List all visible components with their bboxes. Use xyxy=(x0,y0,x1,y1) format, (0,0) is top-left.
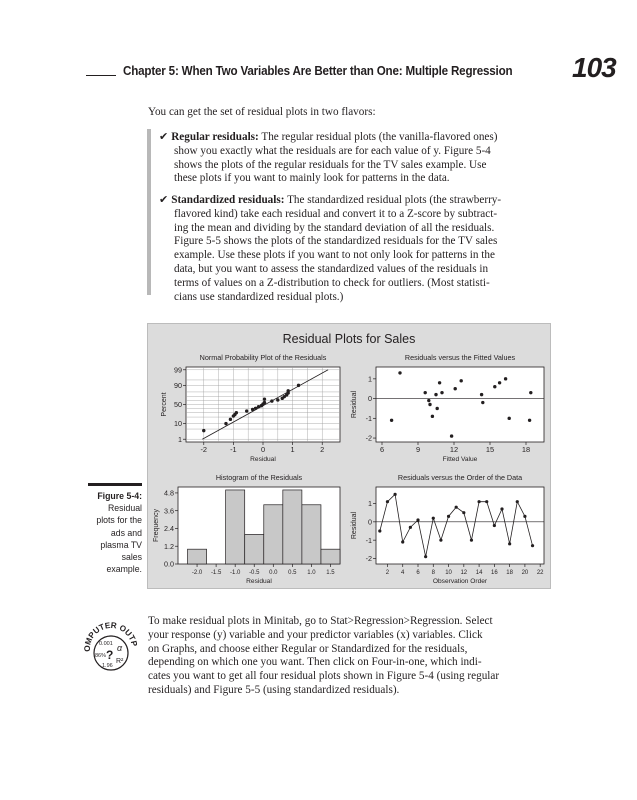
bullet-line xyxy=(159,193,549,208)
data-point xyxy=(438,381,441,384)
y-axis-label: Residual xyxy=(351,511,358,540)
paragraph-line: depending on which one you want. Then click on Four-in-one, which indi- xyxy=(148,656,482,669)
data-point xyxy=(450,434,453,437)
x-tick-label: 0.0 xyxy=(269,570,278,576)
data-point xyxy=(270,399,273,402)
x-tick-label: 0 xyxy=(260,445,266,454)
x-tick-label: -2 xyxy=(200,445,208,454)
bullet-line: Figure 5-5 shows the plots of the standardized residuals for the TV sales xyxy=(174,235,498,248)
data-point xyxy=(416,518,419,521)
paragraph-line: cates you want to get all four residual plots shown in Figure 5-4 (using regular xyxy=(148,670,500,683)
icon-symbol: 0.001 xyxy=(99,641,113,647)
y-tick-label: 0 xyxy=(368,394,372,404)
bullet-sidebar xyxy=(147,129,151,295)
histogram-bar xyxy=(226,490,245,564)
icon-symbol: α xyxy=(117,643,123,653)
data-point xyxy=(386,500,389,503)
data-point xyxy=(427,399,430,402)
y-axis-label: Frequency xyxy=(153,508,160,543)
figure-caption-rule xyxy=(88,483,142,486)
data-point xyxy=(263,401,266,404)
data-point xyxy=(254,407,257,410)
y-tick-label: 1 xyxy=(368,499,372,509)
checkmark-icon: ✔ xyxy=(159,193,169,206)
data-point xyxy=(493,524,496,527)
data-point xyxy=(480,393,483,396)
data-point xyxy=(393,493,396,496)
data-point xyxy=(477,500,480,503)
bullet-line: terms of values on a Z-distribution to check for outliers. (Most statisti- xyxy=(174,276,490,289)
x-tick-label: 15 xyxy=(485,445,495,454)
icon-symbol: R² xyxy=(116,658,124,665)
x-tick-label: -1.0 xyxy=(230,570,241,576)
data-point xyxy=(263,397,266,400)
x-tick-label: -2.0 xyxy=(191,570,203,576)
y-tick-label: 1 xyxy=(368,374,372,384)
x-tick-label: -1 xyxy=(230,445,237,454)
chapter-title: Chapter 5: When Two Variables Are Better than One: Multiple Regression xyxy=(123,64,513,78)
icon-symbol: 1.96 xyxy=(102,663,113,669)
data-point xyxy=(447,515,450,518)
paragraph-line: residuals) and Figure 5-5 (using standardized residuals). xyxy=(148,683,400,696)
histogram-bar xyxy=(321,549,340,564)
x-axis-label: Observation Order xyxy=(432,578,488,585)
data-point xyxy=(504,377,507,380)
x-tick-label: 6 xyxy=(379,445,385,454)
panel-title: Histogram of the Residuals xyxy=(215,473,303,482)
computer-output-icon xyxy=(82,611,140,683)
data-point xyxy=(470,539,473,542)
bullet-line: show you exactly what the residuals are for each value of y. Figure 5-4 xyxy=(174,144,491,157)
data-point xyxy=(229,418,232,421)
y-tick-label: 10 xyxy=(174,419,182,429)
page-number: 103 xyxy=(572,52,616,83)
caption-line: sales xyxy=(121,552,142,564)
data-point xyxy=(276,398,279,401)
y-tick-label: 1 xyxy=(178,434,182,444)
data-point xyxy=(378,529,381,532)
y-axis-label: Percent xyxy=(161,392,168,417)
paragraph-line: your response (y) variable and your predictor variables (x) variables. Click xyxy=(148,628,483,641)
bullet-regular-residuals xyxy=(159,130,549,186)
data-point xyxy=(508,417,511,420)
data-point xyxy=(485,500,488,503)
data-point xyxy=(390,419,393,422)
x-axis-label: Residual xyxy=(246,578,272,585)
y-tick-label: 99 xyxy=(174,365,182,375)
paragraph-line: To make residual plots in Minitab, go to Stat>Regression>Regression. Select xyxy=(148,615,493,627)
figure-label: Figure 5-4: xyxy=(97,491,142,502)
bullet-line: example. Use these plots if you want to not only look for patterns in the xyxy=(174,249,495,262)
data-point xyxy=(401,540,404,543)
data-point xyxy=(440,391,443,394)
data-point xyxy=(523,515,526,518)
data-point xyxy=(531,544,534,547)
bullet-line: these plots if you want to mainly look for patterns in the data. xyxy=(174,172,450,185)
data-point xyxy=(202,429,205,432)
y-tick-label: 50 xyxy=(174,400,182,410)
x-tick-label: -1.5 xyxy=(210,570,222,576)
plot-area xyxy=(376,367,544,442)
histogram-bar xyxy=(283,490,302,564)
bullet-standardized-residuals xyxy=(159,193,549,304)
x-tick-label: 12 xyxy=(460,570,468,576)
y-tick-label: -2 xyxy=(365,554,372,564)
x-axis-label: Fitted Value xyxy=(442,456,478,463)
x-tick-label: 2 xyxy=(320,445,325,454)
icon-symbol: ? xyxy=(106,648,114,662)
histogram-bar xyxy=(302,505,321,564)
bullet-line: flavored kind) take each residual and convert it to a Z-score by subtract- xyxy=(174,207,498,220)
data-point xyxy=(398,371,401,374)
bullet-term: Standardized residuals: xyxy=(171,194,285,206)
histogram-bar xyxy=(188,549,207,564)
y-tick-label: 0 xyxy=(368,517,372,527)
bullet-text: The regular residual plots (the vanilla-flavored ones) xyxy=(261,131,498,143)
chart-title: Residual Plots for Sales xyxy=(282,332,416,346)
data-point xyxy=(498,381,501,384)
data-point xyxy=(508,542,511,545)
paragraph-line: on Graphs, and choose either Regular or Standardized for the residuals, xyxy=(148,642,468,655)
data-point xyxy=(257,405,260,408)
data-point xyxy=(500,507,503,510)
data-point xyxy=(432,517,435,520)
x-tick-label: 14 xyxy=(475,570,483,576)
x-tick-label: 20 xyxy=(521,570,529,576)
y-tick-label: -1 xyxy=(365,413,372,423)
x-tick-label: 4 xyxy=(401,570,405,576)
y-tick-label: 2.4 xyxy=(164,524,174,534)
histogram-bar xyxy=(264,505,283,564)
data-point xyxy=(297,384,300,387)
histogram-bar xyxy=(245,534,264,564)
caption-line: Residual xyxy=(107,503,142,515)
data-point xyxy=(493,385,496,388)
data-point xyxy=(528,419,531,422)
caption-line: plasma TV xyxy=(100,539,142,551)
x-tick-label: 8 xyxy=(431,570,435,576)
plot-area xyxy=(376,487,544,564)
residual-plots-chart xyxy=(148,324,550,588)
bullet-text: The standardized residual plots (the strawberry- xyxy=(287,194,502,206)
panel-title: Normal Probability Plot of the Residuals xyxy=(199,353,327,362)
x-tick-label: 22 xyxy=(536,570,544,576)
x-tick-label: 18 xyxy=(506,570,513,576)
bullet-line: ing the mean and dividing by the standard deviation of all the residuals. xyxy=(174,221,495,234)
data-point xyxy=(481,401,484,404)
figure-residual-plots xyxy=(147,323,551,589)
data-point xyxy=(462,511,465,514)
bullet-line xyxy=(159,130,549,145)
data-point xyxy=(286,389,289,392)
x-tick-label: 1.0 xyxy=(307,570,316,576)
x-tick-label: 10 xyxy=(445,570,452,576)
x-tick-label: 1.5 xyxy=(326,570,335,576)
data-point xyxy=(455,506,458,509)
y-tick-label: 1.2 xyxy=(164,541,174,551)
data-point xyxy=(409,526,412,529)
data-point xyxy=(529,391,532,394)
x-tick-label: 2 xyxy=(385,570,390,576)
data-point xyxy=(424,391,427,394)
caption-line: ads and xyxy=(110,527,142,539)
x-tick-label: 16 xyxy=(491,570,498,576)
x-axis-label: Residual xyxy=(250,456,276,463)
data-point xyxy=(431,415,434,418)
data-point xyxy=(434,393,437,396)
closing-paragraph xyxy=(148,615,550,698)
header-rule xyxy=(86,75,116,76)
data-point xyxy=(516,500,519,503)
y-tick-label: -1 xyxy=(365,535,372,545)
data-point xyxy=(224,422,227,425)
bullet-line: data, but you want to assess the standardized values of the residuals in xyxy=(174,262,489,275)
panel-title: Residuals versus the Fitted Values xyxy=(404,353,516,362)
data-point xyxy=(439,539,442,542)
intro-paragraph: You can get the set of residual plots in two flavors: xyxy=(148,106,376,118)
icon-arc-text: OMPUTER OUTP xyxy=(82,620,139,652)
x-tick-label: 12 xyxy=(449,445,459,454)
data-point xyxy=(460,379,463,382)
bullet-line: cians use standardized residual plots.) xyxy=(174,290,344,303)
y-tick-label: 90 xyxy=(174,380,182,390)
icon-symbol: 86% xyxy=(95,653,107,659)
x-tick-label: 9 xyxy=(415,445,421,454)
y-tick-label: 0.0 xyxy=(164,559,174,569)
x-tick-label: 18 xyxy=(521,445,531,454)
checkmark-icon: ✔ xyxy=(159,130,169,143)
data-point xyxy=(428,403,431,406)
bullet-line: shows the plots of the regular residuals for the TV sales example. Use xyxy=(174,158,487,171)
data-point xyxy=(436,407,439,410)
data-point xyxy=(424,555,427,558)
y-tick-label: 4.8 xyxy=(164,488,174,498)
y-axis-label: Residual xyxy=(351,390,358,419)
x-tick-label: 1 xyxy=(290,445,295,454)
data-point xyxy=(454,387,457,390)
x-tick-label: -0.5 xyxy=(249,570,260,576)
caption-line: plots for the xyxy=(96,515,142,527)
data-point xyxy=(245,409,248,412)
data-point xyxy=(251,408,254,411)
x-tick-label: 0.5 xyxy=(288,570,297,576)
y-tick-label: 3.6 xyxy=(164,506,174,516)
x-tick-label: 6 xyxy=(416,570,420,576)
figure-caption xyxy=(89,491,142,576)
data-point xyxy=(235,411,238,414)
bullet-term: Regular residuals: xyxy=(171,131,259,143)
panel-title: Residuals versus the Order of the Data xyxy=(397,473,523,482)
caption-line: example. xyxy=(106,564,142,576)
y-tick-label: -2 xyxy=(365,433,372,443)
